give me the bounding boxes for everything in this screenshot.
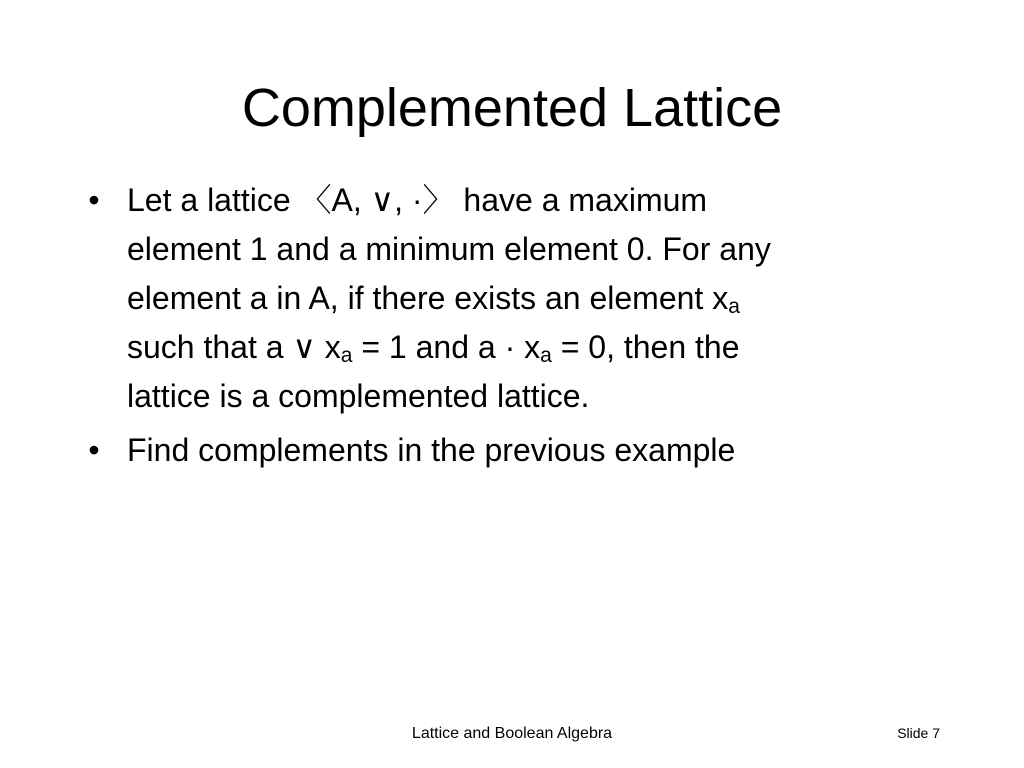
bullet-line [127,323,954,372]
footer-title: Lattice and Boolean Algebra [411,725,613,742]
text-run: such that a ∨ x [127,329,341,365]
bullet-line: element 1 and a minimum element 0. For any [127,231,771,267]
text-run: element a in A, if there exists an element x [127,280,729,316]
bullet-line [127,274,954,323]
bullet-line: Find complements in the previous example [127,432,736,468]
subscript: a [340,344,353,367]
bullet-line: Let a lattice 〈A, ∨, ·〉 have a maximum [127,182,708,218]
text-run: = 0, then the [551,329,740,365]
bullet-item-definition [84,176,954,421]
bullet-icon: • [88,432,100,468]
bullet-item-exercise [84,426,954,475]
text-run: = 1 and a · x [352,329,541,365]
subscript: a [728,295,740,318]
bullet-line: lattice is a complemented lattice. [127,378,590,414]
subscript: a [540,344,552,367]
bullet-list [84,176,954,475]
bullet-icon: • [88,182,100,218]
slide-number: Slide 7 [897,725,940,741]
slide-title: Complemented Lattice [241,78,783,138]
